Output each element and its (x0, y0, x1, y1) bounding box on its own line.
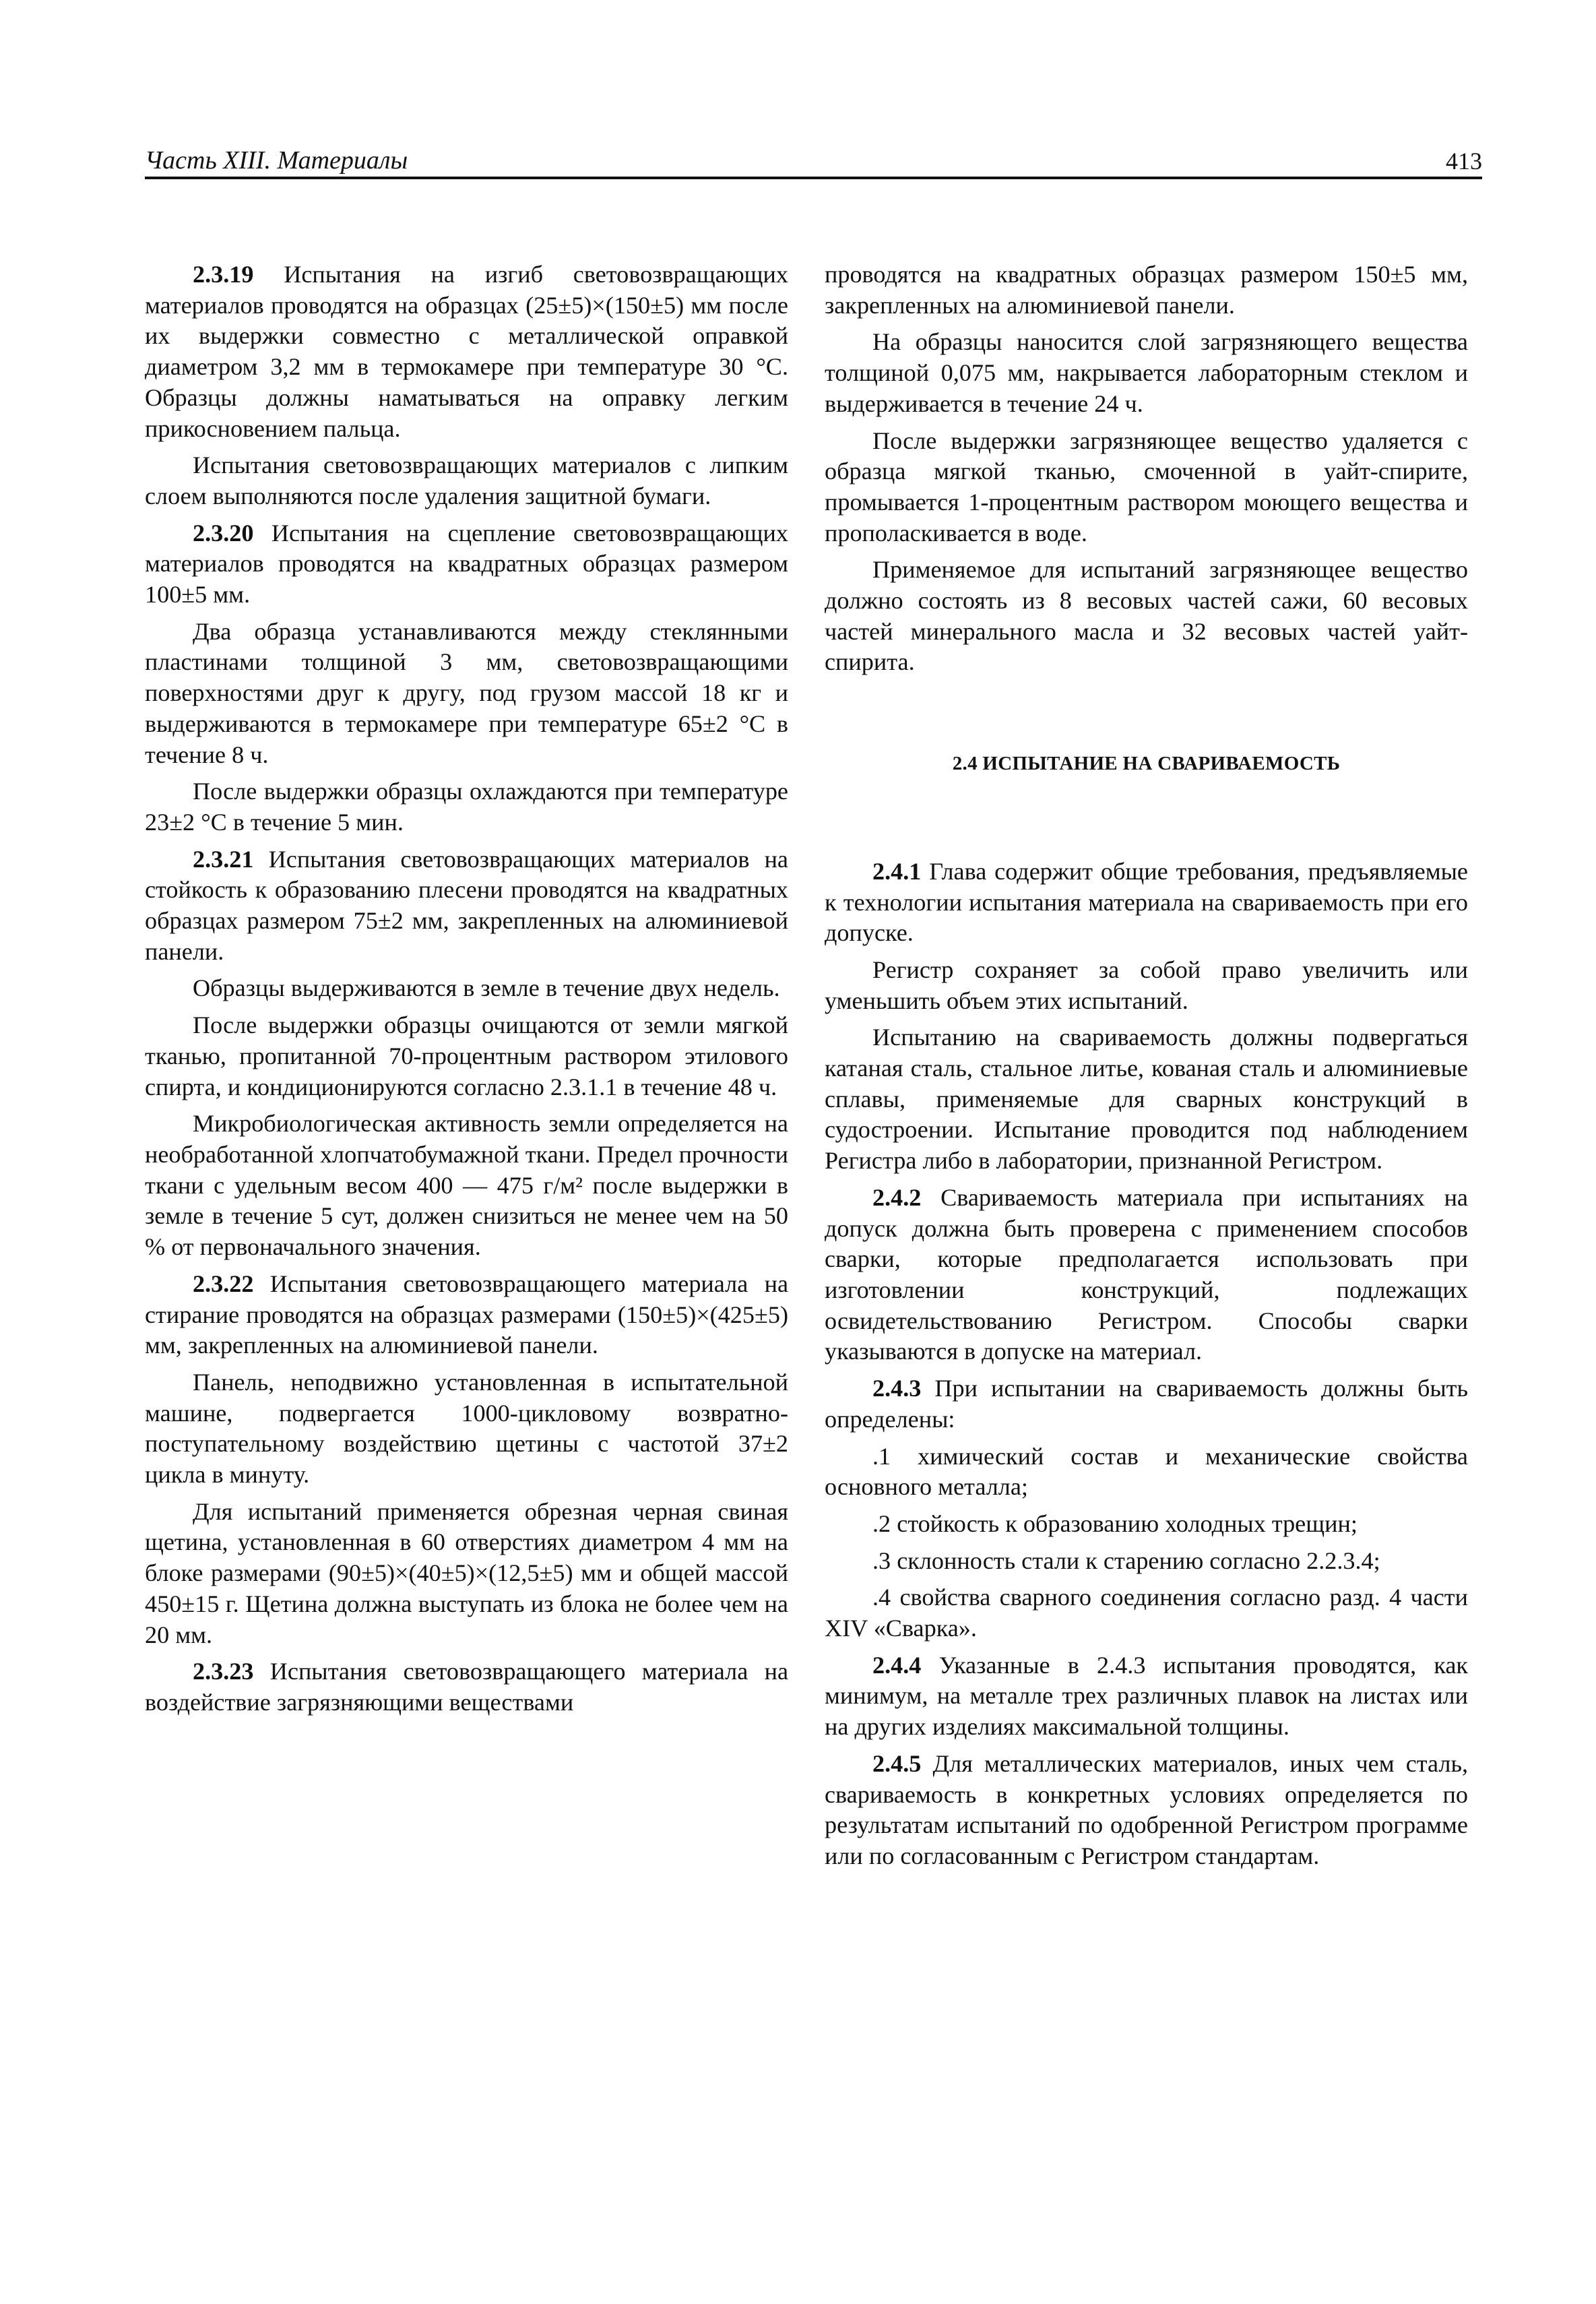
clause-number: 2.4.3 (872, 1375, 922, 1402)
paragraph-text: проводятся на квадратных образцах размером 150±5 мм, закрепленных на алюминиевой панели. (825, 261, 1468, 319)
paragraph-text: Два образца устанавливаются между стеклянными пластинами толщиной 3 мм, световозвращающими поверхностями друг к другу, под грузом массой 18 кг и выдерживаются в термокамере при температуре 65±2 °С в течение 8 ч. (145, 617, 788, 768)
clause-number: 2.4.2 (872, 1183, 922, 1211)
paragraph (825, 327, 1468, 419)
clause-number: 2.3.20 (193, 519, 254, 547)
right-column (825, 259, 1468, 1878)
paragraph (825, 1749, 1468, 1872)
paragraph (145, 1109, 788, 1263)
paragraph-text: Испытанию на свариваемость должны подвергаться катаная сталь, стальное литье, кованая сталь и алюминиевые сплавы, применяемые для сварных конструкций в судостроении. Испытание проводится под наблюдением Регистра либо в лаборатории, признанной Регистром. (825, 1024, 1468, 1175)
paragraph-text: Панель, неподвижно установленная в испытательной машине, подвергается 1000-цикловому возвратно-поступательному воздействию щетины с частотой 37±2 цикла в минуту. (145, 1368, 788, 1489)
paragraph-text: Свариваемость материала при испытаниях на допуск должна быть проверена с применением способов сварки, которые предполагается использовать при изготовлении конструкций, подлежащих освидетельствованию Регистром. Способы сварки указываются в допуске на материал. (825, 1183, 1468, 1365)
paragraph (145, 973, 788, 1004)
paragraph-text: .4 свойства сварного соединения согласно разд. 4 части XIV «Сварка». (825, 1584, 1468, 1642)
paragraph-text: Испытания на сцепление световозвращающих материалов проводятся на квадратных образцах размером 100±5 мм. (145, 519, 789, 609)
paragraph-text: Регистр сохраняет за собой право увеличить или уменьшить объем этих испытаний. (825, 956, 1468, 1014)
paragraph (825, 857, 1468, 949)
paragraph-text: Глава содержит общие требования, предъявляемые к технологии испытания материала на свариваемость при его допуске. (825, 857, 1468, 947)
paragraph (145, 1497, 788, 1651)
paragraph (825, 1582, 1468, 1644)
clause-number: 2.4.1 (872, 857, 922, 885)
left-column (145, 259, 788, 1724)
paragraph-text: Испытания на изгиб световозвращающих материалов проводятся на образцах (25±5)×(150±5) мм после их выдержки совместно с металлической оправкой диаметром 3,2 мм в термокамере при температуре 30 °С. Образцы должны наматываться на оправку легким прикосновением пальца. (145, 261, 788, 442)
paragraph (825, 1183, 1468, 1367)
paragraph (145, 450, 788, 511)
paragraph-text: Указанные в 2.4.3 испытания проводятся, как минимум, на металле трех различных плавок на листах или на других изделиях максимальной толщины. (825, 1651, 1469, 1741)
paragraph-text: На образцы наносится слой загрязняющего вещества толщиной 0,075 мм, накрывается лабораторным стеклом и выдерживается в течение 24 ч. (825, 328, 1468, 417)
paragraph-text: .3 склонность стали к старению согласно 2.2.3.4; (872, 1547, 1380, 1574)
clause-number: 2.3.22 (193, 1270, 254, 1297)
paragraph (145, 776, 788, 838)
paragraph (825, 1373, 1468, 1435)
paragraph-text: После выдержки загрязняющее вещество удаляется с образца мягкой тканью, смоченной в уайт-спирите, промывается 1-процентным раствором моющего вещества и прополаскивается в воде. (825, 427, 1468, 547)
paragraph (825, 426, 1468, 549)
clause-number: 2.3.23 (193, 1658, 254, 1685)
page-number: 413 (1446, 148, 1482, 175)
section-heading: 2.4 ИСПЫТАНИЕ НА СВАРИВАЕМОСТЬ (952, 753, 1341, 775)
right-column-top (825, 259, 1468, 678)
paragraph-text: При испытании на свариваемость должны быть определены: (825, 1375, 1468, 1433)
paragraph-text: После выдержки образцы очищаются от земли мягкой тканью, пропитанной 70-процентным раствором этилового спирта, и кондиционируются согласно 2.3.1.1 в течение 48 ч. (145, 1011, 788, 1100)
paragraph (145, 1269, 788, 1361)
paragraph-text: Испытания световозвращающих материалов на стойкость к образованию плесени проводятся на квадратных образцах размером 75±2 мм, закрепленных на алюминиевой панели. (145, 845, 788, 965)
paragraph-text: Образцы выдерживаются в земле в течение двух недель. (193, 974, 780, 1002)
paragraph (145, 1656, 788, 1718)
paragraph (825, 1509, 1468, 1540)
paragraph-text: Микробиологическая активность земли определяется на необработанной хлопчатобумажной ткани. Предел прочности ткани с удельным весом 400 — 475 г/м² после выдержки в земле в течение 5 сут, должен снизиться не менее чем на 50 % от первоначального значения. (145, 1110, 788, 1261)
paragraph (825, 259, 1468, 321)
clause-number: 2.4.4 (872, 1651, 922, 1679)
paragraph (825, 955, 1468, 1016)
paragraph-text: .1 химический состав и механические свойства основного металла; (825, 1442, 1468, 1501)
paragraph (825, 1441, 1468, 1503)
paragraph-text: Для испытаний применяется обрезная черная свиная щетина, установленная в 60 отверстиях диаметром 4 мм на блоке размерами (90±5)×(40±5)×(12,5±5) мм и общей массой 450±15 г. Щетина должна выступать из блока не более чем на 20 мм. (145, 1497, 788, 1648)
paragraph (825, 1546, 1468, 1577)
paragraph (825, 555, 1468, 678)
header-title: Часть XIII. Материалы (145, 146, 408, 175)
paragraph (145, 1367, 788, 1491)
paragraph (825, 1022, 1468, 1177)
paragraph-text: .2 стойкость к образованию холодных трещин; (872, 1509, 1358, 1537)
clause-number: 2.3.21 (193, 845, 254, 873)
paragraph-text: Применяемое для испытаний загрязняющее вещество должно состоять из 8 весовых частей сажи, 60 весовых частей минерального масла и 32 весовых частей уайт-спирита. (825, 556, 1468, 676)
paragraph-text: Испытания световозвращающего материала на воздействие загрязняющими веществами (145, 1658, 789, 1716)
paragraph-text: Испытания световозвращающего материала на стирание проводятся на образцах размерами (150±5)×(425±5) мм, закрепленных на алюминиевой панели. (145, 1270, 789, 1359)
clause-number: 2.4.5 (872, 1749, 922, 1777)
paragraph (145, 518, 788, 611)
right-column-bottom (825, 857, 1468, 1872)
paragraph-text: Испытания световозвращающих материалов с липким слоем выполняются после удаления защитной бумаги. (145, 452, 788, 509)
paragraph (145, 1010, 788, 1102)
paragraph (145, 259, 788, 444)
paragraph-text: Для металлических материалов, иных чем сталь, свариваемость в конкретных условиях определяется по результатам испытаний по одобренной Регистром программе или по согласованным с Регистром стандартам. (825, 1749, 1469, 1869)
page-header (145, 142, 1482, 179)
clause-number: 2.3.19 (193, 261, 254, 288)
paragraph (145, 844, 788, 968)
paragraph (145, 617, 788, 771)
paragraph-text: После выдержки образцы охлаждаются при температуре 23±2 °С в течение 5 мин. (145, 778, 788, 836)
paragraph (825, 1650, 1468, 1743)
